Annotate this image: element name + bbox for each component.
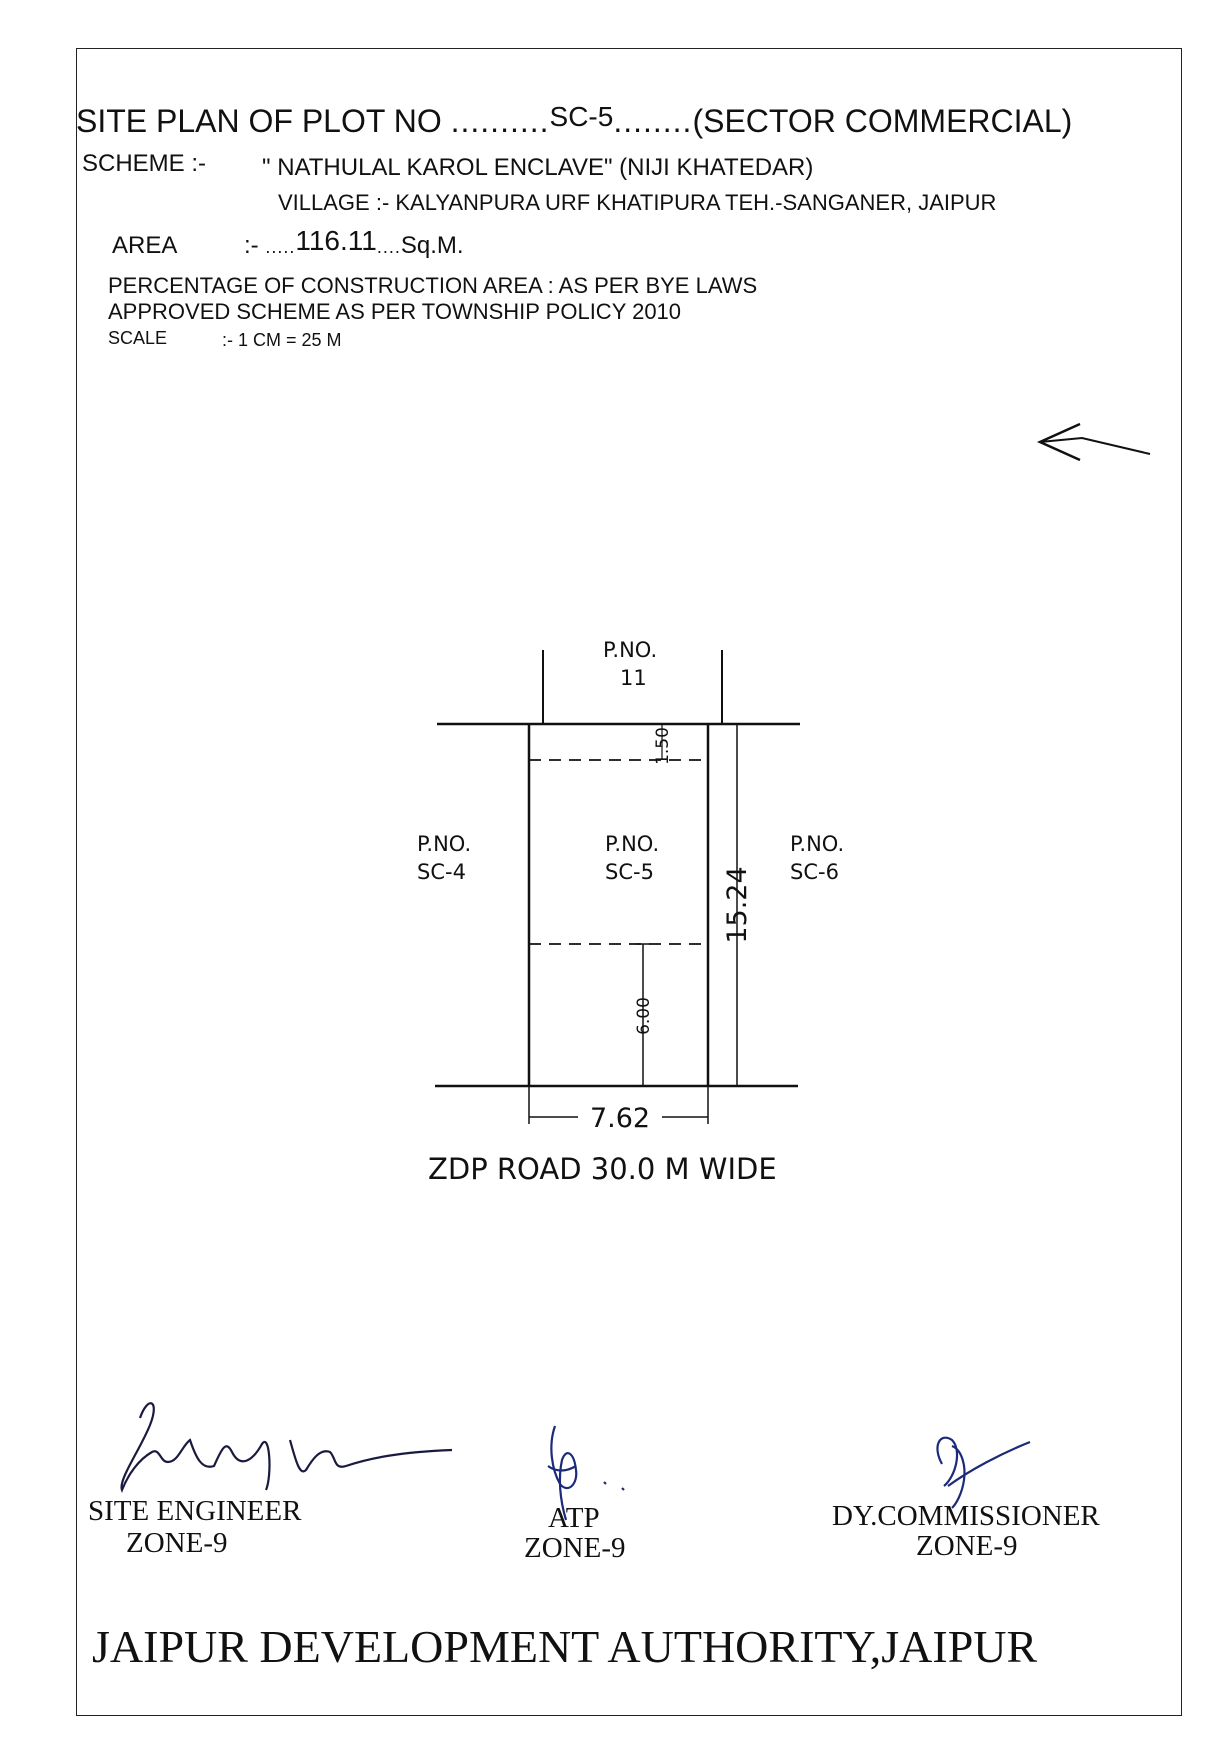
plot-sc6-label: P.NO. (790, 832, 845, 856)
width-value: 7.62 (589, 1103, 651, 1134)
atp-zone: ZONE-9 (524, 1532, 626, 1564)
plot-sc5-label: P.NO. (605, 832, 660, 856)
front-setback-value: 6.00 (634, 997, 654, 1035)
road-label: ZDP ROAD 30.0 M WIDE (428, 1152, 777, 1186)
dy-commissioner-title: DY.COMMISSIONER (832, 1500, 1100, 1532)
dy-commissioner-signature (937, 1438, 1030, 1508)
scheme-label: SCHEME :- (82, 150, 207, 177)
title-suffix: (SECTOR COMMERCIAL) (692, 103, 1073, 139)
title-prefix: SITE PLAN OF PLOT NO (76, 103, 442, 139)
approved-line: APPROVED SCHEME AS PER TOWNSHIP POLICY 2010 (108, 299, 682, 324)
area-dots: .... (376, 237, 401, 257)
site-engineer-zone: ZONE-9 (126, 1527, 228, 1559)
area-label: AREA (112, 232, 178, 259)
atp-title: ATP (548, 1502, 600, 1534)
area-separator: :- (244, 232, 259, 259)
scale-value: :- 1 CM = 25 M (222, 330, 342, 350)
authority-name: JAIPUR DEVELOPMENT AUTHORITY,JAIPUR (92, 1621, 1038, 1672)
depth-value: 15.24 (722, 866, 753, 944)
plot-number: SC-5 (549, 101, 614, 132)
north-arrow-icon (1040, 424, 1150, 460)
plot-sc4-number: SC-4 (417, 860, 466, 884)
plot-11-label: P.NO. (603, 638, 658, 662)
scale-label: SCALE (108, 328, 168, 348)
village-line: VILLAGE :- KALYANPURA URF KHATIPURA TEH.-SANGANER, JAIPUR (278, 190, 997, 215)
plot-sc6-number: SC-6 (790, 860, 839, 884)
area-unit: Sq.M. (400, 232, 464, 259)
dy-commissioner-zone: ZONE-9 (916, 1530, 1018, 1562)
construction-line: PERCENTAGE OF CONSTRUCTION AREA : AS PER BYE LAWS (108, 273, 758, 298)
scheme-value: " NATHULAL KAROL ENCLAVE" (NIJI KHATEDAR) (262, 154, 814, 181)
plot-sc5-number: SC-5 (605, 860, 654, 884)
site-engineer-signature (122, 1403, 452, 1490)
area-value: 116.11 (295, 225, 377, 256)
plot-sc4-label: P.NO. (417, 832, 472, 856)
title-dots: ........ (613, 103, 693, 139)
plot-11-number: 11 (620, 666, 647, 690)
rear-setback-value: 1.50 (653, 727, 673, 765)
site-engineer-title: SITE ENGINEER (88, 1495, 302, 1527)
area-dots: ..... (265, 237, 296, 257)
title-dots: .......... (450, 103, 550, 139)
